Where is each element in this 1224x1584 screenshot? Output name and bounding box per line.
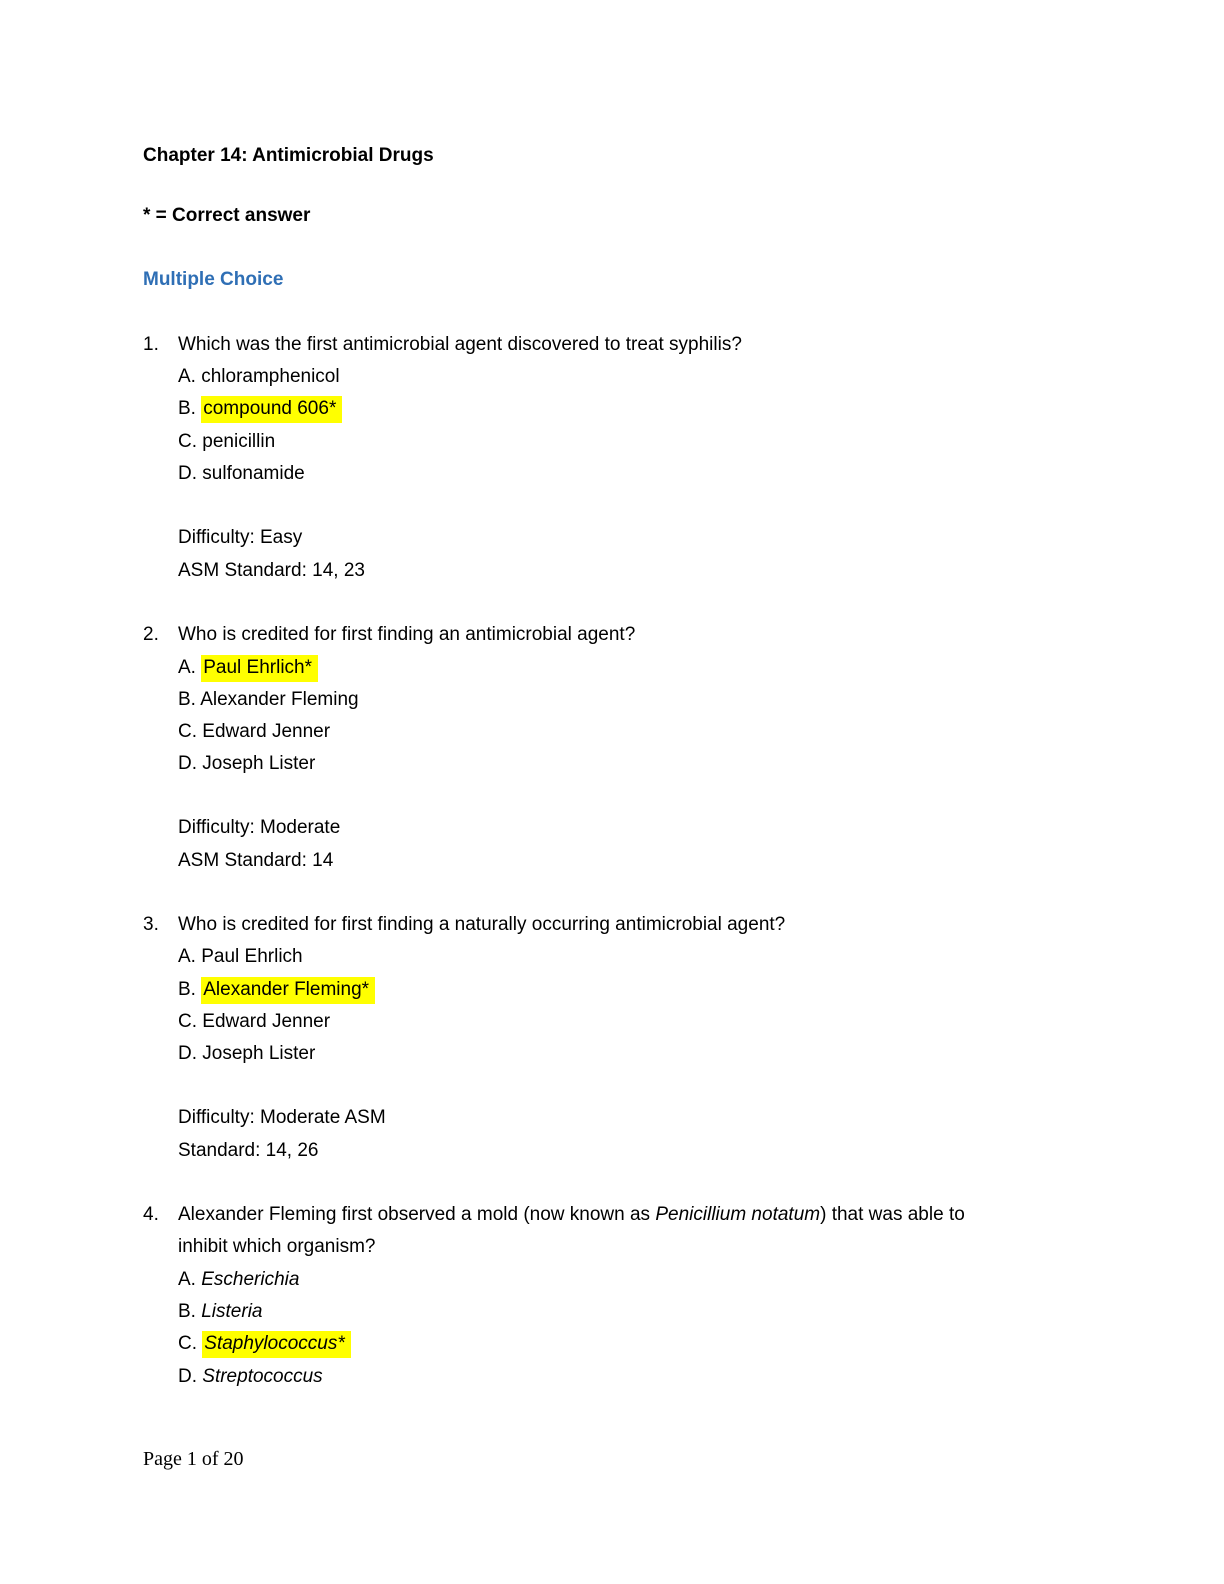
question-text [178,1202,965,1228]
option-letter: C. [178,1011,197,1032]
option-b [178,396,342,422]
correct-answer-highlight: Staphylococcus* [202,1331,350,1358]
difficulty: Difficulty: Moderate [178,817,341,838]
chapter-title: Chapter 14: Antimicrobial Drugs [143,145,434,166]
question-number: 1. [143,334,159,355]
option-a [178,944,303,970]
option-text: Alexander Fleming [200,689,359,710]
option-letter: A. [178,946,196,967]
asm-standard: Standard: 14, 26 [178,1140,319,1161]
option-text: Joseph Lister [202,1043,316,1064]
option-a [178,364,340,390]
question-number: 2. [143,624,159,645]
option-text: Listeria [201,1301,263,1322]
option-a [178,655,318,681]
option-text: Edward Jenner [202,721,331,742]
option-letter: D. [178,753,197,774]
option-letter: B. [178,1301,196,1322]
option-c [178,429,275,455]
option-c [178,719,330,745]
question-text-line2: inhibit which organism? [178,1236,376,1257]
option-c [178,1331,351,1357]
option-letter: A. [178,1269,196,1290]
organism-name: Penicillium notatum [655,1204,821,1225]
option-letter: A. [178,366,196,387]
asm-standard: ASM Standard: 14 [178,850,334,871]
option-d [178,461,305,487]
option-text: Paul Ehrlich [201,946,303,967]
answer-legend: * = Correct answer [143,205,311,226]
option-text: Escherichia [201,1269,300,1290]
option-letter: D. [178,463,197,484]
option-text: sulfonamide [202,463,305,484]
question-number: 4. [143,1204,159,1225]
option-letter: C. [178,721,197,742]
question-text: Who is credited for first finding an antimicrobial agent? [178,624,636,645]
option-text: chloramphenicol [201,366,340,387]
correct-answer-highlight: Paul Ehrlich* [201,655,318,682]
option-letter: C. [178,431,197,452]
question-text-before: Alexander Fleming first observed a mold (now known as [178,1204,656,1225]
option-d [178,1364,323,1390]
question-text: Which was the first antimicrobial agent discovered to treat syphilis? [178,334,742,355]
difficulty: Difficulty: Moderate ASM [178,1107,386,1128]
option-b [178,687,359,713]
option-text: penicillin [202,431,276,452]
option-text: Streptococcus [202,1366,323,1387]
option-b [178,1299,262,1325]
correct-answer-highlight: compound 606* [201,396,342,423]
option-letter: A. [178,657,196,678]
option-letter: B. [178,398,196,419]
correct-answer-highlight: Alexander Fleming* [201,977,375,1004]
option-letter: D. [178,1366,197,1387]
option-d [178,751,315,777]
question-text: Who is credited for first finding a naturally occurring antimicrobial agent? [178,914,786,935]
option-letter: D. [178,1043,197,1064]
option-a [178,1267,299,1293]
option-c [178,1009,330,1035]
option-letter: B. [178,689,196,710]
section-title: Multiple Choice [143,269,284,290]
option-letter: B. [178,979,196,1000]
asm-standard: ASM Standard: 14, 23 [178,560,365,581]
option-text: Edward Jenner [202,1011,331,1032]
question-text-after: ) that was able to [820,1204,965,1225]
option-d [178,1041,315,1067]
option-letter: C. [178,1333,197,1354]
question-number: 3. [143,914,159,935]
option-text: Joseph Lister [202,753,316,774]
difficulty: Difficulty: Easy [178,527,303,548]
option-b [178,977,375,1003]
page-footer: Page 1 of 20 [143,1448,244,1470]
